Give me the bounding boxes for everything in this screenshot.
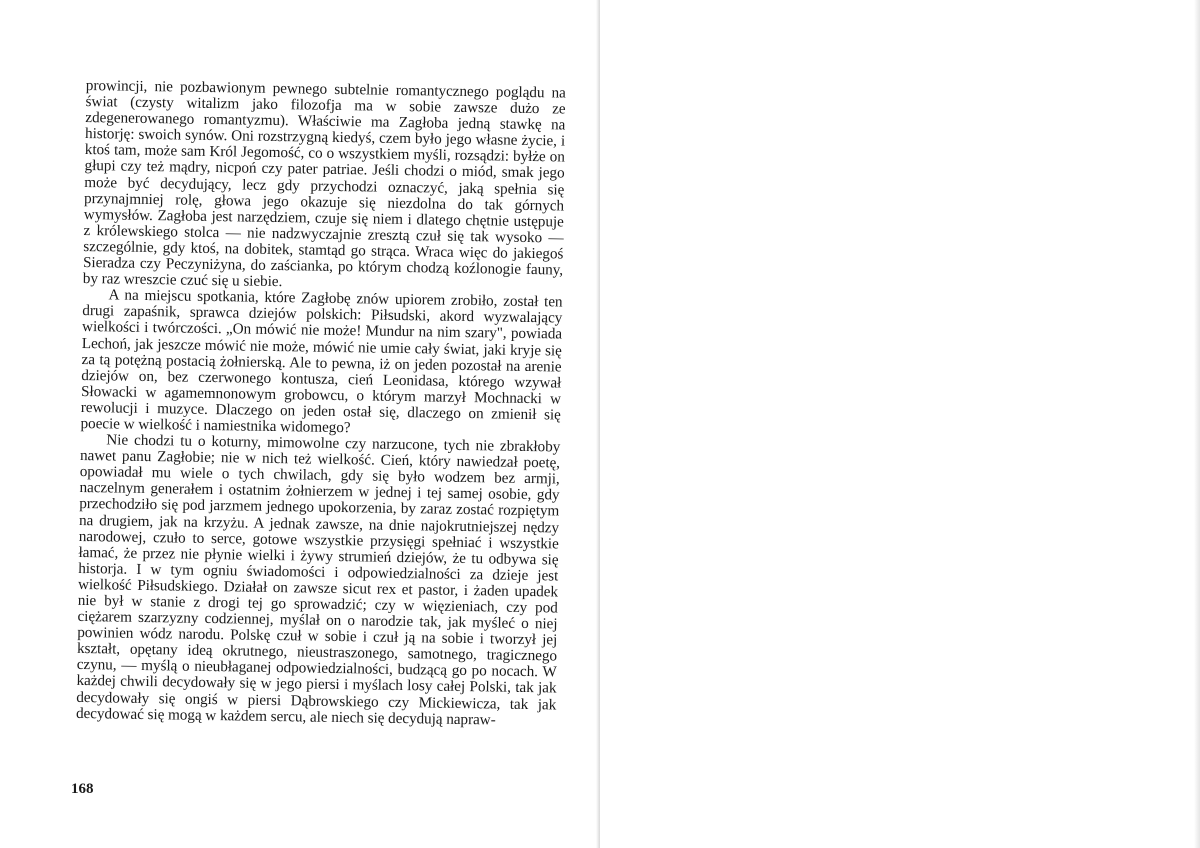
left-page-text: [76, 78, 566, 729]
paragraph: Nie chodzi tu o koturny, mimowolne czy narzucone, tych nie zbrakłoby nawet panu Zagłobie; nie w nich też wielkość. Cień, który nawiedzał poetę, opowiadał mu wiele o tych chwilach, gdy się było wodzem bez armji, naczelnym generałem i ostatnim żołnierzem w jednej i tej samej osobie, gdy przechodziło się pod jarzmem jednego upokorzenia, by zaraz zostać rozpiętym na drugiem, jak na krzyżu. A jednak zawsze, na dnie najokrutniejszej nędzy narodowej, czuło to serce, gotowe wszystkie przysięgi spełniać i wszystkie łamać, że przez nie płynie wielki i żywy strumień dziejów, że tu odbywa się historja. I w tym ogniu świadomości i odpowiedzialności za dzieje jest wielkość Piłsudskiego. Działał on zawsze sicut rex et pastor, i żaden upadek nie był w stanie z drogi tej go sprowadzić; czy w więzieniach, czy pod ciężarem szarzyzny codziennej, myślał on o narodzie tak, jak myśleć o niej powinien wódz narodu. Polskę czuł w sobie i czuł ją na sobie i tworzył jej kształt, opętany ideą okrutnego, nieustraszonego, samotnego, tragicznego czynu, — myślą o nieubłaganej odpowiedzialności, budzącą go po nocach. W każdej chwili decydowały się w jego piersi i myślach losy całej Polski, tak jak decydowały się ongiś w piersi Dąbrowskiego czy Mickiewicza, tak jak decydować się mogą w każdem sercu, ale niech się decydują napraw-: [75, 431, 561, 729]
right-page: [600, 0, 1200, 848]
page-edge: [1194, 0, 1200, 848]
page-number: 168: [71, 781, 94, 797]
paragraph: prowincji, nie pozbawionym pewnego subtelnie romantycznego poglądu na świat (czysty witalizm jako filozofja ma w sobie zawsze dużo ze zdegenerowanego romantyzmu). Właściwie ma Zagłoba jedną stawkę na historję: swoich synów. Oni rozstrzygną kiedyś, czem było jego własne życie, i ktoś tam, może sam Król Jegomość, co o wszystkiem myśli, rozsądzi: byłże on głupi czy też mądry, nicpoń czy pater patriae. Jeśli chodzi o miód, smak jego może być decydujący, lecz gdy przychodzi oznaczyć, jaką spełnia się przynajmniej rolę, głowa jego okazuje się niezdolna do tak górnych wymysłów. Zagłoba jest narzędziem, czuje się niem i dlatego chętnie ustępuje z królewskiego stolca — nie nadzwyczajnie zresztą czuł się tak wysoko — szczególnie, gdy ktoś, na dobitek, stamtąd go strąca. Wraca więc do jakiegoś Sieradza czy Peczyniżyna, do zaścianka, po którym chodzą koźlonogie fauny, by raz wreszcie czuć się u siebie.: [82, 77, 566, 291]
paragraph: A na miejscu spotkania, które Zagłobę znów upiorem zrobiło, został ten drugi zapaśnik, sprawca dziejów polskich: Piłsudski, akord wyzwalający wielkości i twórczości. „On mówić nie może! Mundur na nim szary", powiada Lechoń, jak jeszcze mówić nie może, mówić nie umie cały świat, jaki kryje się za tą potężną postacią żołnierską. Ale to pewna, iż on jeden pozostał na arenie dziejów on, bez czerwonego kontusza, cień Leonidasa, którego wzywał Słowacki w agamemnonowym grobowcu, o którym marzył Mochnacki w rewolucji i muzyce. Dlaczego on jeden ostał się, dlaczego on zmienił się poecie w wielkość i namiestnika widomego?: [80, 286, 563, 437]
